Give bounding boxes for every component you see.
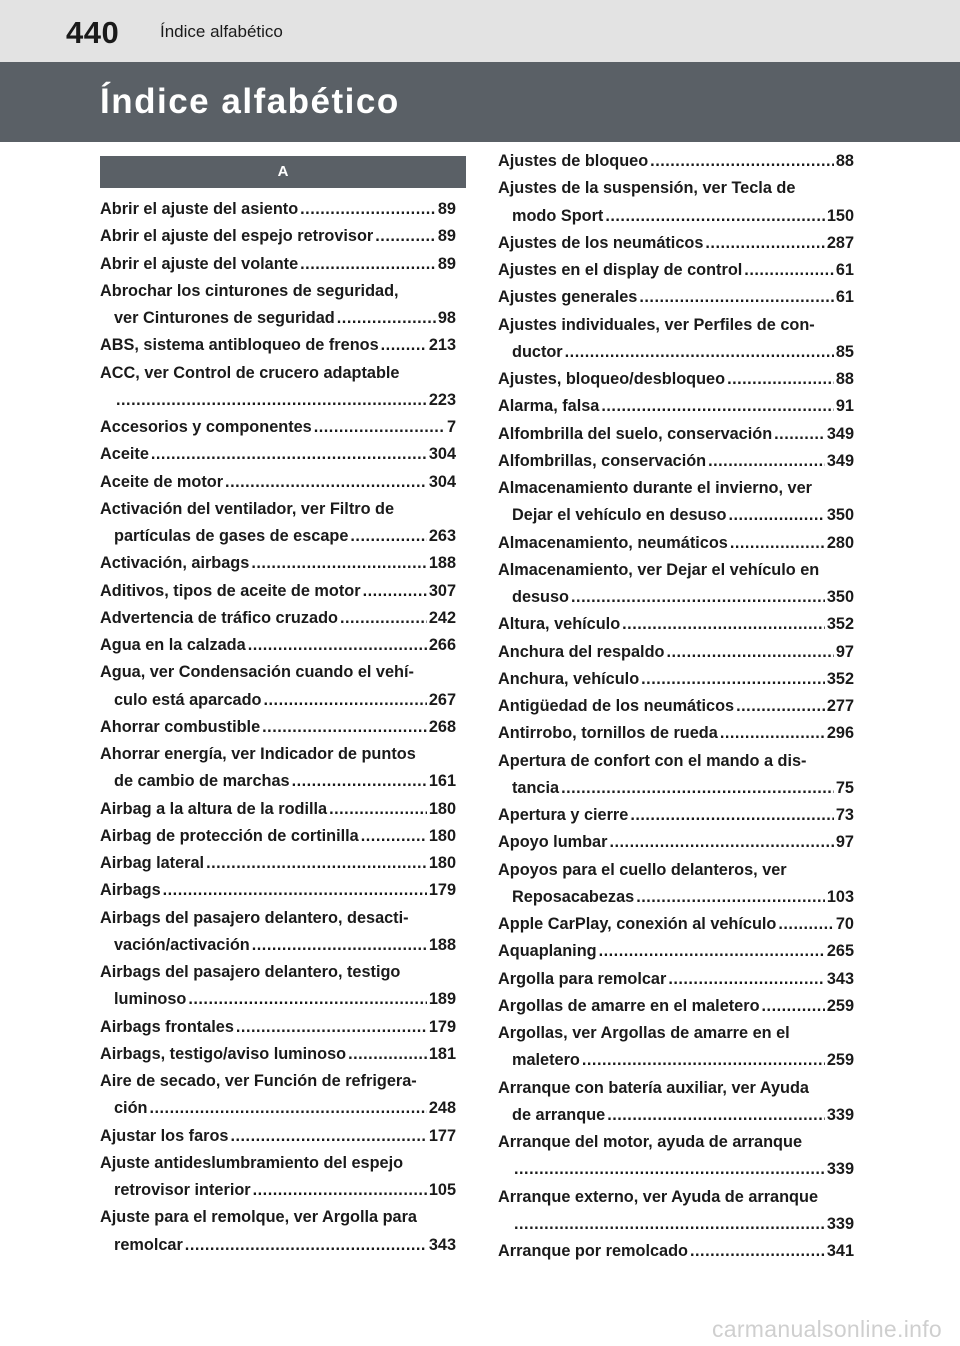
title-band	[0, 62, 960, 142]
index-entry	[100, 523, 456, 550]
index-entry-page: 263	[428, 527, 456, 545]
index-entry-page: 213	[428, 336, 456, 355]
index-entry	[498, 175, 854, 202]
index-entry-text: Ajuste antideslumbramiento del espejo	[100, 1153, 404, 1172]
index-entry	[100, 1095, 456, 1122]
index-entry-text: Ahorrar energía, ver Indicador de puntos	[100, 745, 416, 763]
index-entry	[100, 332, 456, 359]
leader-dots	[622, 611, 825, 638]
index-entry	[498, 203, 854, 230]
index-entry-text: Ajustes de la suspensión, ver Tecla de	[498, 179, 796, 198]
index-entry-text: Ajustar los faros	[100, 1126, 229, 1145]
index-entry-text: Arranque con batería auxiliar, ver Ayuda	[498, 1078, 809, 1097]
index-entry	[100, 877, 456, 904]
index-entry	[100, 932, 456, 959]
index-entry-page: 98	[437, 309, 456, 327]
index-entry-page: 307	[428, 581, 456, 600]
index-entry-page: 91	[835, 397, 854, 416]
index-entry	[498, 475, 854, 502]
index-entry-page: 88	[835, 152, 854, 170]
leader-dots	[185, 1232, 427, 1259]
index-entry-text: Aditivos, tipos de aceite de motor	[100, 581, 361, 600]
index-entry-page: 248	[428, 1099, 456, 1118]
index-entry-page: 349	[826, 451, 854, 470]
index-entry-text: Anchura del respaldo	[498, 642, 665, 661]
index-entry	[100, 414, 456, 441]
index-entry-page: 73	[835, 806, 854, 824]
index-entry-page: 352	[826, 615, 854, 634]
index-entry	[498, 993, 854, 1020]
index-entry	[498, 857, 854, 884]
index-entry-page: 267	[428, 690, 456, 709]
index-entry	[100, 251, 456, 278]
index-entry-page: 259	[826, 1051, 854, 1070]
index-entry-text: Ajustes de bloqueo	[498, 152, 649, 170]
index-column-left	[100, 196, 456, 1259]
index-entry-text: Ajustes generales	[498, 288, 638, 307]
index-entry	[498, 1102, 854, 1129]
index-entry-text: ción	[114, 1099, 148, 1118]
leader-dots	[300, 251, 436, 278]
index-entry	[100, 605, 456, 632]
index-entry-page: 180	[428, 799, 456, 818]
leader-dots	[666, 639, 833, 666]
index-entry-page: 350	[826, 588, 854, 606]
index-entry-text: ACC, ver Control de crucero adaptable	[100, 363, 400, 382]
leader-dots	[744, 257, 834, 284]
index-entry	[498, 639, 854, 666]
index-entry-page: 161	[428, 772, 456, 791]
index-entry	[100, 1123, 456, 1150]
index-entry-page: 89	[437, 254, 456, 273]
index-entry-text: Antirrobo, tornillos de rueda	[498, 724, 718, 743]
index-entry	[498, 1184, 854, 1211]
index-entry	[498, 366, 854, 393]
index-entry-page: 280	[826, 533, 854, 552]
leader-dots	[641, 666, 825, 693]
index-entry-text: Activación del ventilador, ver Filtro de	[100, 499, 395, 518]
index-entry-page: 97	[835, 642, 854, 661]
index-entry-text: Ajuste para el remolque, ver Argolla para	[100, 1208, 417, 1227]
leader-dots	[188, 986, 426, 1013]
index-entry-text: Apoyo lumbar	[498, 833, 608, 852]
leader-dots	[636, 884, 825, 911]
index-entry	[498, 339, 854, 366]
leader-dots	[262, 714, 427, 741]
leader-dots	[730, 530, 825, 557]
index-entry-page: 7	[446, 418, 456, 436]
index-entry	[100, 741, 456, 768]
leader-dots	[736, 693, 825, 720]
leader-dots	[599, 938, 825, 965]
index-entry-text: Airbags	[100, 881, 161, 900]
index-entry-text: Ajustes, bloqueo/desbloqueo	[498, 370, 726, 388]
leader-dots	[116, 387, 427, 414]
index-entry	[498, 884, 854, 911]
index-entry-text: Almacenamiento durante el invierno, ver	[498, 479, 812, 497]
running-title: Índice alfabético	[160, 22, 283, 41]
leader-dots	[728, 502, 824, 529]
index-entry	[100, 278, 456, 305]
index-entry-text: Abrir el ajuste del espejo retrovisor	[100, 227, 374, 246]
index-entry-text: ductor	[512, 342, 563, 361]
leader-dots	[639, 284, 834, 311]
index-entry	[100, 223, 456, 250]
index-entry-text: Altura, vehículo	[498, 615, 621, 634]
index-entry-page: 341	[826, 1242, 854, 1260]
index-entry-page: 277	[826, 697, 854, 715]
index-entry-page: 177	[428, 1126, 456, 1145]
leader-dots	[340, 605, 427, 632]
leader-dots	[292, 768, 427, 795]
leader-dots	[348, 1041, 427, 1068]
leader-dots	[727, 366, 834, 393]
index-entry	[498, 693, 854, 720]
index-entry-text: Almacenamiento, ver Dejar el vehículo en	[498, 560, 820, 579]
index-entry-page: 266	[428, 636, 456, 654]
index-entry-text: Apple CarPlay, conexión al vehículo	[498, 915, 777, 933]
index-entry-text: Apertura de confort con el mando a dis-	[498, 751, 807, 770]
index-entry	[100, 687, 456, 714]
leader-dots	[705, 230, 824, 257]
index-entry-text: retrovisor interior	[114, 1181, 251, 1199]
leader-dots	[668, 966, 825, 993]
index-entry-page: 61	[835, 261, 854, 279]
index-entry	[498, 748, 854, 775]
index-entry	[100, 441, 456, 468]
leader-dots	[253, 1177, 427, 1204]
index-entry-text: Airbags frontales	[100, 1017, 234, 1036]
leader-dots	[571, 584, 825, 611]
index-entry	[498, 611, 854, 638]
index-entry	[100, 1177, 456, 1204]
index-entry-page: 350	[826, 506, 854, 525]
index-entry	[498, 312, 854, 339]
leader-dots	[609, 829, 833, 856]
index-entry-text: Airbags del pasajero delantero, desacti-	[100, 908, 409, 927]
index-entry-page: 343	[428, 1235, 456, 1254]
index-entry	[100, 1204, 456, 1231]
leader-dots	[236, 1014, 427, 1041]
index-entry	[100, 1232, 456, 1259]
index-entry-text: Aceite de motor	[100, 472, 224, 491]
index-entry	[100, 905, 456, 932]
index-entry-page: 61	[835, 288, 854, 307]
index-entry-text: vación/activación	[114, 935, 250, 954]
index-entry-page: 188	[428, 935, 456, 954]
index-entry	[498, 1075, 854, 1102]
index-entry	[100, 1041, 456, 1068]
leader-dots	[514, 1211, 825, 1238]
leader-dots	[607, 1102, 825, 1129]
leader-dots	[264, 687, 427, 714]
leader-dots	[252, 932, 427, 959]
index-entry-text: modo Sport	[512, 206, 604, 225]
index-entry	[498, 502, 854, 529]
index-entry-text: Accesorios y componentes	[100, 418, 312, 436]
index-entry-page: 223	[428, 390, 456, 409]
index-entry	[498, 557, 854, 584]
index-entry-text: Aceite	[100, 445, 149, 464]
index-entry-page: 180	[428, 854, 456, 872]
index-entry-text: Ajustes en el display de control	[498, 261, 743, 279]
index-entry-page: 265	[826, 942, 854, 961]
leader-dots	[650, 148, 834, 175]
index-entry	[100, 796, 456, 823]
leader-dots	[762, 993, 825, 1020]
index-entry-text: culo está aparcado	[114, 690, 262, 709]
index-entry	[498, 530, 854, 557]
leader-dots	[151, 441, 427, 468]
index-entry-text: ABS, sistema antibloqueo de frenos	[100, 336, 379, 355]
index-entry-text: Arranque externo, ver Ayuda de arranque	[498, 1187, 818, 1206]
leader-dots	[708, 448, 825, 475]
index-entry	[498, 230, 854, 257]
leader-dots	[630, 802, 834, 829]
index-entry-text: Ajustes individuales, ver Perfiles de con-	[498, 315, 815, 334]
index-entry-text: Ajustes de los neumáticos	[498, 233, 704, 252]
leader-dots	[582, 1047, 825, 1074]
index-entry-page: 179	[428, 1017, 456, 1036]
leader-dots	[381, 332, 427, 359]
index-entry-text: Abrir el ajuste del asiento	[100, 200, 299, 218]
page-title: Índice alfabético	[100, 82, 400, 121]
index-entry	[100, 578, 456, 605]
index-entry-page: 85	[835, 342, 854, 361]
index-entry-page: 304	[428, 445, 456, 464]
index-entry	[100, 768, 456, 795]
index-entry	[100, 360, 456, 387]
index-entry-page: 181	[428, 1044, 456, 1063]
index-entry	[100, 823, 456, 850]
index-entry-page: 89	[437, 227, 456, 246]
index-entry	[498, 1211, 854, 1238]
leader-dots	[314, 414, 445, 441]
index-entry-page: 97	[835, 833, 854, 852]
page-header-bar	[0, 0, 960, 62]
index-entry-page: 268	[428, 717, 456, 736]
leader-dots	[149, 1095, 426, 1122]
index-entry-text: Agua, ver Condensación cuando el vehí-	[100, 663, 414, 682]
leader-dots	[363, 578, 427, 605]
leader-dots	[778, 911, 834, 938]
index-entry	[498, 720, 854, 747]
index-entry-text: Dejar el vehículo en desuso	[512, 506, 727, 525]
leader-dots	[300, 196, 436, 223]
index-entry	[100, 305, 456, 332]
index-entry	[100, 196, 456, 223]
index-entry	[100, 550, 456, 577]
leader-dots	[206, 850, 427, 877]
section-letter-bar: A	[100, 156, 466, 188]
index-entry-page: 349	[826, 424, 854, 443]
index-entry	[100, 387, 456, 414]
index-entry-text: Anchura, vehículo	[498, 669, 640, 688]
index-entry	[100, 632, 456, 659]
index-entry	[498, 584, 854, 611]
index-entry-text: Airbags del pasajero delantero, testigo	[100, 963, 401, 981]
leader-dots	[601, 393, 834, 420]
leader-dots	[565, 339, 834, 366]
index-entry	[498, 911, 854, 938]
index-entry-text: Airbags, testigo/aviso luminoso	[100, 1044, 347, 1063]
index-entry	[498, 938, 854, 965]
index-entry-page: 103	[826, 887, 854, 906]
index-column-right	[498, 148, 854, 1265]
leader-dots	[720, 720, 825, 747]
leader-dots	[690, 1238, 825, 1265]
index-entry-page: 296	[826, 724, 854, 743]
index-entry-page: 75	[835, 778, 854, 797]
index-entry	[498, 148, 854, 175]
index-entry	[498, 421, 854, 448]
index-entry	[498, 802, 854, 829]
index-entry-text: Almacenamiento, neumáticos	[498, 533, 728, 552]
index-entry	[498, 1047, 854, 1074]
index-entry	[100, 469, 456, 496]
index-entry-page: 180	[428, 826, 456, 845]
index-entry-page: 179	[428, 881, 456, 900]
leader-dots	[514, 1156, 825, 1183]
index-entry-text: Apertura y cierre	[498, 806, 629, 824]
index-entry-text: Abrochar los cinturones de seguridad,	[100, 281, 399, 300]
index-entry-page: 339	[826, 1160, 854, 1179]
index-entry	[498, 284, 854, 311]
index-entry	[498, 666, 854, 693]
index-entry-page: 287	[826, 233, 854, 252]
index-entry-page: 259	[826, 996, 854, 1015]
index-entry-text: Arranque del motor, ayuda de arranque	[498, 1133, 802, 1151]
index-entry	[498, 1129, 854, 1156]
leader-dots	[230, 1123, 426, 1150]
index-entry	[100, 659, 456, 686]
index-entry-text: Airbag lateral	[100, 854, 205, 872]
leader-dots	[561, 775, 834, 802]
index-entry-page: 88	[835, 370, 854, 388]
index-entry-text: remolcar	[114, 1235, 183, 1254]
index-entry-text: Alarma, falsa	[498, 397, 600, 416]
index-entry-text: maletero	[512, 1051, 580, 1070]
index-entry-page: 89	[437, 200, 456, 218]
leader-dots	[350, 523, 426, 550]
index-entry-text: Reposacabezas	[512, 887, 635, 906]
index-entry-text: Arranque por remolcado	[498, 1242, 688, 1260]
leader-dots	[337, 305, 436, 332]
leader-dots	[375, 223, 436, 250]
index-entry	[100, 496, 456, 523]
index-entry-page: 150	[826, 206, 854, 225]
index-entry-text: Alfombrillas, conservación	[498, 451, 707, 470]
index-entry-page: 105	[428, 1181, 456, 1199]
index-entry-page: 304	[428, 472, 456, 491]
leader-dots	[225, 469, 427, 496]
index-entry-text: Apoyos para el cuello delanteros, ver	[498, 860, 787, 879]
leader-dots	[251, 550, 427, 577]
index-entry	[100, 1014, 456, 1041]
page-number: 440	[66, 15, 120, 50]
index-entry-text: Antigüedad de los neumáticos	[498, 697, 735, 715]
index-entry	[100, 850, 456, 877]
leader-dots	[774, 421, 825, 448]
leader-dots	[163, 877, 427, 904]
index-entry-page: 189	[428, 990, 456, 1009]
index-entry-page: 352	[826, 669, 854, 688]
leader-dots	[329, 796, 427, 823]
index-entry-text: ver Cinturones de seguridad	[114, 309, 335, 327]
index-entry-text: Abrir el ajuste del volante	[100, 254, 299, 273]
index-entry-text: partículas de gases de escape	[114, 527, 349, 545]
index-entry	[100, 1068, 456, 1095]
index-entry-text: Airbag a la altura de la rodilla	[100, 799, 328, 818]
index-entry	[498, 257, 854, 284]
index-entry-text: de cambio de marchas	[114, 772, 290, 791]
index-entry-text: Activación, airbags	[100, 554, 250, 573]
index-entry-text: Aquaplaning	[498, 942, 597, 961]
index-entry	[100, 959, 456, 986]
leader-dots	[605, 203, 824, 230]
index-entry-page: 188	[428, 554, 456, 573]
index-entry-text: Advertencia de tráfico cruzado	[100, 608, 338, 627]
index-entry-page: 242	[428, 608, 456, 627]
index-entry	[100, 714, 456, 741]
index-entry	[498, 775, 854, 802]
index-entry-page: 343	[826, 969, 854, 988]
index-entry-text: desuso	[512, 588, 570, 606]
index-entry-page: 339	[826, 1214, 854, 1233]
leader-dots	[248, 632, 427, 659]
index-entry	[498, 393, 854, 420]
index-entry-text: Agua en la calzada	[100, 636, 246, 654]
index-entry	[498, 1156, 854, 1183]
leader-dots	[361, 823, 427, 850]
index-entry	[498, 966, 854, 993]
index-entry-text: Ahorrar combustible	[100, 717, 261, 736]
index-entry	[498, 829, 854, 856]
index-entry	[498, 1238, 854, 1265]
index-entry-page: 70	[835, 915, 854, 933]
index-entry	[100, 986, 456, 1013]
index-entry-text: Aire de secado, ver Función de refrigera-	[100, 1072, 417, 1090]
index-entry-text: tancia	[512, 778, 560, 797]
index-entry	[100, 1150, 456, 1177]
index-entry	[498, 448, 854, 475]
index-entry-page: 339	[826, 1105, 854, 1124]
watermark: carmanualsonline.info	[711, 1316, 942, 1342]
index-entry-text: Argollas de amarre en el maletero	[498, 996, 760, 1015]
index-entry-text: Alfombrilla del suelo, conservación	[498, 424, 773, 443]
index-entry	[498, 1020, 854, 1047]
index-entry-text: luminoso	[114, 990, 187, 1009]
index-entry-text: Argolla para remolcar	[498, 969, 667, 988]
index-entry-text: de arranque	[512, 1105, 606, 1124]
index-entry-text: Argollas, ver Argollas de amarre en el	[498, 1024, 790, 1042]
index-entry-text: Airbag de protección de cortinilla	[100, 826, 359, 845]
